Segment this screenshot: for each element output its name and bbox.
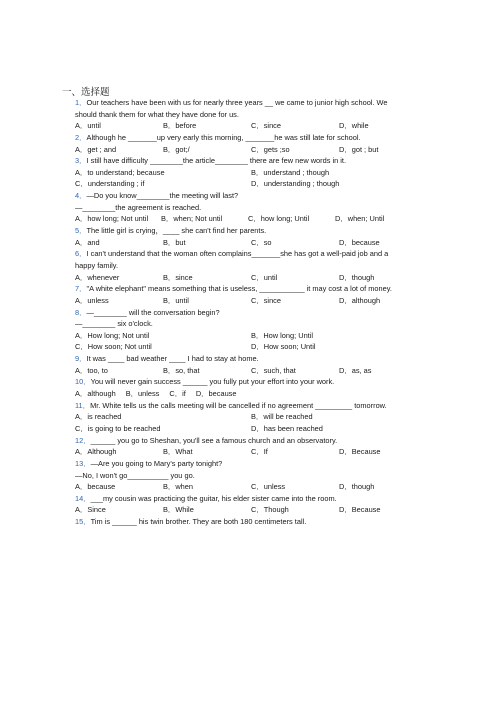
option-row (75, 365, 427, 377)
answer-option[interactable]: B．before (163, 121, 197, 131)
answer-option[interactable]: C．how long; Until (248, 214, 310, 224)
question-text: Our teachers have been with us for nearly three years __ we came to junior high school. We (86, 98, 388, 107)
answer-option[interactable]: C．understanding ; if (75, 179, 145, 189)
answer-option[interactable]: C．since (251, 121, 281, 131)
question-7 (75, 283, 427, 306)
answer-option[interactable]: A．too, to (75, 365, 108, 375)
question-2 (75, 132, 427, 155)
question-5 (75, 225, 427, 248)
answer-option[interactable]: B．While (163, 505, 194, 515)
question-number: 9． (75, 354, 87, 364)
question-number: 13． (75, 458, 91, 468)
answer-option[interactable]: C．How soon; Not until (75, 342, 152, 352)
question-10 (75, 376, 427, 399)
question-list (75, 97, 427, 528)
answer-option[interactable]: B．when (163, 482, 193, 492)
answer-option[interactable]: D．has been reached (251, 423, 323, 433)
answer-option[interactable]: C．Though (251, 505, 289, 515)
option-row (75, 388, 427, 400)
answer-option[interactable]: A．is reached (75, 412, 122, 422)
question-text: I can't understand that the woman often complains_______she has got a well-paid job and a (86, 249, 389, 259)
question-text: ______ you go to Sheshan, you'll see a famous church and an observatory. (90, 435, 338, 445)
question-number: 5． (75, 226, 87, 236)
answer-option[interactable]: B．What (163, 447, 193, 457)
question-stem (75, 97, 427, 109)
question-text: Although he _______up very early this morning, _______he was still late for school. (86, 132, 361, 142)
option-row (75, 272, 427, 284)
question-stem (75, 307, 427, 319)
answer-option[interactable]: D．Because (339, 447, 381, 457)
answer-option[interactable]: C．unless (251, 482, 286, 492)
question-number: 2． (75, 132, 87, 142)
question-14 (75, 493, 427, 516)
answer-option[interactable]: C．if (169, 389, 186, 399)
question-number: 15． (75, 517, 91, 527)
question-6 (75, 248, 427, 283)
question-12 (75, 435, 427, 458)
question-15 (75, 516, 427, 528)
question-number: 10． (75, 377, 91, 387)
question-stem (75, 516, 427, 528)
answer-option[interactable]: D．as, as (339, 365, 372, 375)
section-title: 一、选择题 (62, 87, 110, 98)
answer-option[interactable]: A．get ; and (75, 144, 117, 154)
answer-option[interactable]: B．unless (125, 389, 160, 399)
option-row (75, 481, 427, 493)
answer-option[interactable]: A．Although (75, 447, 117, 457)
answer-option[interactable]: A．and (75, 237, 100, 247)
answer-option[interactable]: A．unless (75, 295, 109, 305)
question-text: —________the agreement is reached. (75, 202, 202, 212)
question-3 (75, 155, 427, 190)
question-stem (75, 283, 427, 295)
option-row (75, 446, 427, 458)
question-stem (75, 458, 427, 470)
answer-option[interactable]: D．because (339, 237, 380, 247)
answer-option[interactable]: B．got;/ (163, 144, 190, 154)
answer-option[interactable]: A．Since (75, 505, 106, 515)
question-text: —________ will the conversation begin? (86, 307, 220, 317)
question-number: 11． (75, 400, 91, 410)
question-4 (75, 190, 427, 225)
question-number: 3． (75, 156, 87, 166)
answer-option[interactable]: B．understand ; though (251, 167, 330, 177)
question-text: "A white elephant" means something that is useless, ___________ it may cost a lot of money. (86, 284, 392, 294)
answer-option[interactable]: D．although (339, 295, 381, 305)
answer-option[interactable]: D．understanding ; though (251, 179, 340, 189)
option-row (75, 330, 427, 342)
option-row (75, 504, 427, 516)
answer-option[interactable]: A．how long; Not until (75, 214, 149, 224)
answer-option[interactable]: D．How soon; Until (251, 342, 316, 352)
question-stem (75, 190, 427, 202)
question-stem-continued (75, 109, 427, 121)
question-text: Mr. White tells us the calls meeting will be cancelled if no agreement _________ tomorrow. (90, 400, 387, 410)
answer-option[interactable]: B．when; Not until (161, 214, 223, 224)
answer-option[interactable]: A．because (75, 482, 116, 492)
question-11 (75, 400, 427, 435)
question-number: 4． (75, 191, 87, 201)
question-stem (75, 400, 427, 412)
answer-option[interactable]: B．since (163, 272, 193, 282)
question-number: 1． (75, 98, 87, 107)
answer-option[interactable]: B．How long; Until (251, 330, 314, 340)
answer-option[interactable]: B．but (163, 237, 186, 247)
question-stem-continued (75, 318, 427, 330)
question-text: happy family. (75, 260, 118, 270)
answer-option[interactable]: A．until (75, 121, 101, 131)
question-stem (75, 248, 427, 260)
question-text: —Do you know________the meeting will last? (86, 191, 239, 201)
question-text: should thank them for what they have done for us. (75, 109, 239, 119)
option-row (75, 411, 427, 423)
answer-option[interactable]: C．until (251, 272, 278, 282)
answer-option[interactable]: A．whenever (75, 272, 120, 282)
question-stem (75, 155, 427, 167)
option-row (75, 295, 427, 307)
option-row (75, 167, 427, 179)
answer-option[interactable]: D．because (195, 389, 237, 399)
question-text: You will never gain success ______ you fully put your effort into your work. (90, 377, 335, 387)
answer-option[interactable]: B．so, that (163, 365, 200, 375)
option-row (75, 237, 427, 249)
answer-option[interactable]: D．though (339, 482, 375, 492)
question-8 (75, 307, 427, 354)
option-row (75, 423, 427, 435)
answer-option[interactable]: C．If (251, 447, 268, 457)
answer-option[interactable]: D．Because (339, 505, 381, 515)
question-stem (75, 376, 427, 388)
question-text: I still have difficulty ________the article________ there are few new words in it. (86, 156, 347, 166)
answer-option[interactable]: B．until (163, 295, 189, 305)
option-row (75, 120, 427, 132)
question-text: It was ____ bad weather ____ I had to stay at home. (86, 354, 259, 364)
question-number: 7． (75, 284, 87, 294)
answer-option[interactable]: D．though (339, 272, 375, 282)
answer-option[interactable]: C．such, that (251, 365, 296, 375)
option-row (75, 144, 427, 156)
question-stem-continued (75, 470, 427, 482)
question-stem (75, 493, 427, 505)
question-text: ___my cousin was practicing the guitar, his elder sister came into the room. (90, 493, 337, 503)
question-9 (75, 353, 427, 376)
answer-option[interactable]: D．when; Until (335, 214, 385, 224)
question-13 (75, 458, 427, 493)
question-text: —Are you going to Mary's party tonight? (90, 458, 223, 468)
question-stem (75, 132, 427, 144)
answer-option[interactable]: D．got ; but (339, 144, 379, 154)
answer-option[interactable]: C．so (251, 237, 272, 247)
answer-option[interactable]: A．to understand; because (75, 167, 165, 177)
option-row (75, 178, 427, 190)
question-number: 8． (75, 307, 87, 317)
answer-option[interactable]: B．will be reached (251, 412, 313, 422)
question-stem-continued (75, 202, 427, 214)
answer-option[interactable]: C．gets ;so (251, 144, 290, 154)
question-stem (75, 225, 427, 237)
question-1 (75, 97, 427, 132)
question-text: —________ six o'clock. (75, 319, 153, 329)
option-row (75, 341, 427, 353)
question-stem (75, 435, 427, 447)
question-text: Tim is ______ his twin brother. They are both 180 centimeters tall. (90, 517, 307, 527)
answer-option[interactable]: A．How long; Not until (75, 330, 150, 340)
option-row (75, 213, 427, 225)
question-number: 6． (75, 249, 87, 259)
question-text: —No, I won't go__________ you go. (75, 470, 195, 480)
answer-option[interactable]: D．while (339, 121, 369, 131)
question-text: The little girl is crying，____ she can't find her parents. (86, 226, 267, 236)
question-number: 12． (75, 435, 91, 445)
answer-option[interactable]: A．although (75, 389, 116, 399)
answer-option[interactable]: C．since (251, 295, 281, 305)
answer-option[interactable]: C．is going to be reached (75, 423, 161, 433)
question-number: 14． (75, 493, 91, 503)
question-stem (75, 353, 427, 365)
question-stem-continued (75, 260, 427, 272)
